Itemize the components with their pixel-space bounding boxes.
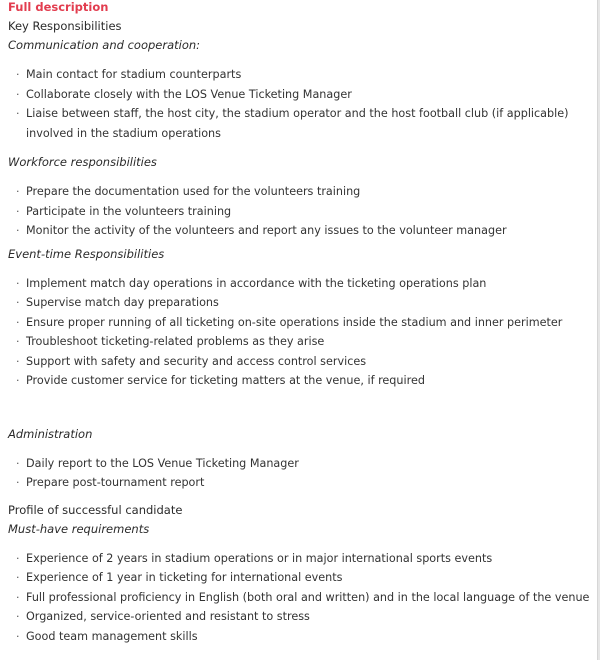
bullet-icon: ·: [16, 204, 20, 218]
key-responsibilities-heading: Key Responsibilities: [8, 19, 122, 33]
list-item: · Experience of 1 year in ticketing for international events: [8, 568, 592, 588]
list-item: · Full professional proficiency in English (both oral and written) and in the local language of the venue: [8, 588, 592, 608]
list-item: · Collaborate closely with the LOS Venue Ticketing Manager: [8, 85, 592, 105]
section-heading-event-time: Event-time Responsibilities: [8, 246, 165, 261]
bullet-icon: ·: [16, 315, 20, 329]
list-item: · Supervise match day preparations: [8, 293, 592, 313]
section-heading-communication: Communication and cooperation:: [8, 38, 201, 52]
bullet-icon: ·: [16, 68, 20, 81]
section-heading-administration: Administration: [8, 426, 93, 441]
list-item: · Participate in the volunteers training: [8, 202, 592, 222]
full-description-title: Full description: [8, 0, 109, 14]
event-time-list: [8, 274, 592, 391]
list-item: · Daily report to the LOS Venue Ticketing Manager: [8, 454, 592, 474]
bullet-icon: ·: [16, 374, 20, 387]
list-item: · Troubleshoot ticketing-related problems as they arise: [8, 332, 592, 352]
bullet-icon: ·: [16, 476, 20, 489]
list-item: · Prepare post-tournament report: [8, 473, 592, 493]
bullet-icon: ·: [16, 629, 20, 643]
must-have-list: [8, 549, 592, 647]
administration-list: [8, 454, 592, 493]
list-item: · Provide customer service for ticketing matters at the venue, if required: [8, 371, 592, 391]
bullet-icon: ·: [16, 224, 20, 237]
profile-heading: Profile of successful candidate: [8, 502, 183, 517]
list-item: · Organized, service-oriented and resistant to stress: [8, 607, 592, 627]
list-item: · Support with safety and security and access control services: [8, 352, 592, 372]
bullet-icon: ·: [16, 551, 20, 565]
list-item: · Main contact for stadium counterparts: [8, 65, 592, 85]
list-item: · Liaise between staff, the host city, the stadium operator and the host football club (if applicable) involved in the stadium operations: [8, 104, 592, 143]
list-item: · Prepare the documentation used for the volunteers training: [8, 182, 592, 202]
list-item: · Good team management skills: [8, 627, 592, 647]
bullet-icon: ·: [16, 590, 20, 604]
section-heading-workforce: Workforce responsibilities: [8, 155, 157, 169]
workforce-list: [8, 182, 592, 241]
bullet-icon: ·: [16, 610, 20, 623]
bullet-icon: ·: [16, 571, 20, 584]
bullet-icon: ·: [16, 87, 20, 101]
communication-list: [8, 65, 592, 143]
bullet-icon: ·: [16, 335, 20, 348]
list-item: · Experience of 2 years in stadium operations or in major international sports events: [8, 549, 592, 569]
list-item: · Monitor the activity of the volunteers and report any issues to the volunteer manager: [8, 221, 592, 241]
must-have-heading: Must-have requirements: [8, 521, 150, 536]
job-description: [8, 0, 592, 646]
bullet-icon: ·: [16, 276, 20, 290]
list-item: · Ensure proper running of all ticketing on-site operations inside the stadium and inner perimeter: [8, 313, 592, 333]
bullet-icon: ·: [16, 296, 20, 309]
bullet-icon: ·: [16, 354, 20, 368]
bullet-icon: ·: [16, 107, 20, 120]
bullet-icon: ·: [16, 185, 20, 198]
list-item: · Implement match day operations in accordance with the ticketing operations plan: [8, 274, 592, 294]
bullet-icon: ·: [16, 456, 20, 470]
